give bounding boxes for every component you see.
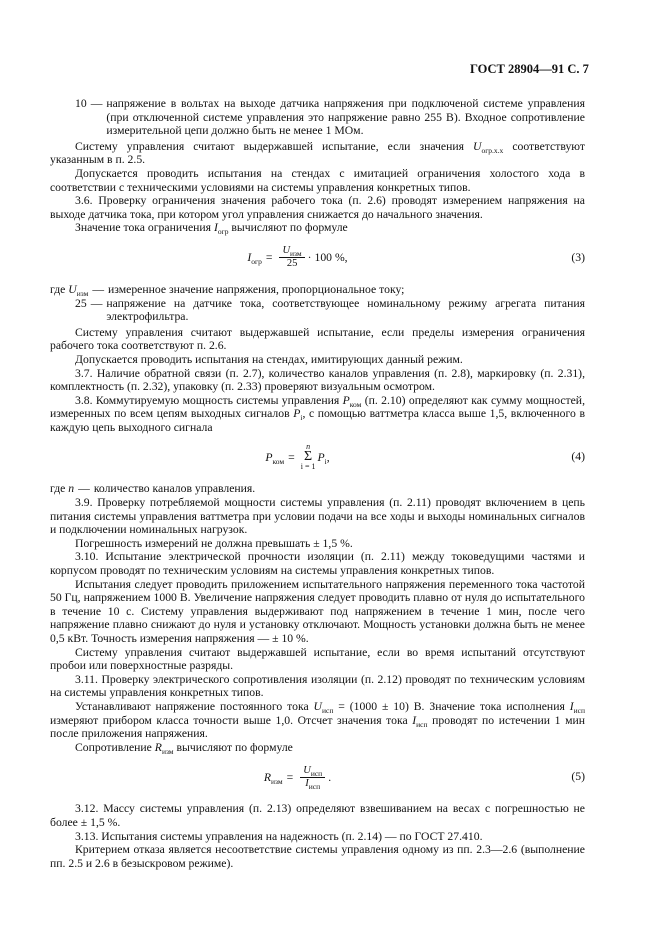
text-run: где: [50, 282, 69, 296]
numerator: [300, 765, 325, 778]
paragraph: 3.10. Испытание электрической прочности изоляции (п. 2.11) между токоведущими частями и корпусом проводят по техническим условиям на системы управления конкретных типов.: [50, 550, 585, 578]
subscript: ком: [349, 399, 362, 409]
subscript: i: [324, 456, 327, 466]
definition-text: напряжение в вольтах на выходе датчика напряжения при подключеной системе управления (при отключенной системе управления это напряжение равно 255 В). Входное сопротивление измерительной цепи должно быть не менее 1 МОм.: [106, 97, 585, 138]
subscript: ком: [272, 456, 285, 466]
formula-body: [50, 757, 545, 797]
equals-sign: =: [288, 450, 295, 464]
subscript: огр: [217, 227, 229, 237]
subscript: исп: [573, 705, 585, 715]
paragraph: Систему управления считают выдержавшей испытание, если во время испытаний отсутствуют пробои или поверхностные разряды.: [50, 645, 585, 673]
subscript: огр.х.х: [481, 145, 504, 155]
text-run: Устанавливают напряжение постоянного тока: [75, 699, 314, 713]
subscript: изм: [271, 776, 283, 786]
subscript: изм: [290, 249, 302, 259]
symbol: U: [313, 699, 322, 713]
summation-sign: [301, 442, 316, 472]
symbol: I: [247, 251, 252, 265]
subscript: исп: [308, 781, 321, 791]
where-dash: —: [90, 296, 103, 310]
formula-tail: .: [328, 770, 332, 784]
paragraph: 3.12. Массу системы управления (п. 2.13) определяют взвешиванием на весах с погрешностью не более ± 1,5 %.: [50, 802, 585, 829]
text-run: (п. 2.10) определяют как сумму мощностей, измеренных по всем цепям выходных сигналов: [50, 393, 585, 421]
where-item: [50, 482, 585, 496]
paragraph: Испытания следует проводить приложением испытательного напряжения переменного тока частотой 50 Гц, напряжением 1000 В. Увеличение напряжения следует проводить плавно от нуля до испытательного в течение 10 с. Систему управления выдерживают под напряжением в течение 1 мин, после чего напряжение плавно снижают до нуля и установку отключают. Мощность установки должна быть не менее 0,5 кВт. Точность измерения напряжения — ± 10 %.: [50, 577, 585, 645]
symbol: U: [282, 245, 291, 257]
subscript: исп: [310, 768, 323, 778]
definition-dash: —: [90, 97, 103, 110]
paragraph: 3.11. Проверку электрического сопротивления изоляции (п. 2.12) проводят по техническим условиям на системы управления конкретных типов.: [50, 672, 585, 700]
where-key: 25: [75, 296, 87, 310]
sum-sigma: Σ: [304, 449, 313, 465]
where-text: измеренное значение напряжения, пропорциональное току;: [108, 282, 405, 296]
formula-number: (4): [571, 450, 585, 464]
sum-lower: i = 1: [300, 462, 316, 472]
subscript: i: [300, 413, 303, 423]
text-run: соответствуют указанным в п. 2.5.: [50, 139, 585, 167]
symbol: I: [412, 713, 417, 727]
text-run: , с помощью ваттметра класса выше 1,5, включенного в каждую цепь выходного сигнала: [50, 407, 585, 434]
symbol: U: [473, 139, 482, 153]
subscript: исп: [416, 719, 428, 729]
text-run: Значение тока ограничения: [75, 221, 214, 235]
subscript: огр: [251, 257, 262, 267]
paragraph: [50, 140, 585, 167]
text-run: вычисляют по формуле: [173, 740, 293, 754]
subscript: исп: [322, 705, 334, 715]
paragraph: [50, 394, 585, 435]
paragraph: Допускается проводить испытания на стендах, имитирующих данный режим.: [75, 352, 463, 366]
symbol: P: [342, 393, 350, 407]
formula-number: (5): [571, 770, 585, 784]
paragraph: 3.13. Испытания системы управления на надежность (п. 2.14) — по ГОСТ 27.410.: [75, 829, 483, 843]
definition-10: [50, 97, 585, 138]
where-text: количество каналов управления.: [93, 482, 256, 496]
page-body: [50, 97, 585, 870]
text-run: проводят по истечении 1 мин после приложения напряжения.: [50, 713, 585, 741]
symbol: I: [305, 777, 309, 789]
symbol: P: [293, 407, 301, 421]
fraction: [300, 765, 325, 790]
subscript: изм: [76, 288, 89, 298]
sum-upper: n: [306, 442, 311, 452]
symbol: I: [569, 699, 574, 713]
page-header: ГОСТ 28904—91 С. 7: [470, 62, 589, 76]
denominator: [302, 778, 323, 790]
symbol: R: [263, 770, 272, 784]
where-item: [50, 297, 585, 324]
symbol: U: [68, 282, 77, 296]
fraction: [279, 245, 304, 270]
where-key: [50, 283, 88, 297]
symbol: n: [68, 482, 75, 496]
paragraph: 3.6. Проверку ограничения значения рабочего тока (п. 2.6) проводят измерением напряжения на выходе датчика тока, при котором угол управления снижается до начального значения.: [50, 194, 585, 221]
definition-key: 10: [75, 97, 87, 110]
paragraph: 3.7. Наличие обратной связи (п. 2.7), количество каналов управления (п. 2.8), маркировку (п. 2.31), комплектность (п. 2.32), упаковку (п. 2.33) проверяют визуальным осмотром.: [50, 366, 585, 394]
paragraph: 3.9. Проверку потребляемой мощности системы управления (п. 2.11) проводят включением в цепь питания системы управления ваттметра при условии подачи на все ходы и выходы номинальных сигналов и подключении номинальных нагрузок.: [50, 496, 585, 537]
equals-sign: =: [265, 251, 273, 265]
where-dash: —: [92, 282, 105, 296]
paragraph: Погрешность измерений не должна превышать ± 1,5 %.: [75, 536, 353, 550]
paragraph: [50, 741, 585, 755]
denominator: 25: [286, 258, 298, 270]
formula-5: [50, 757, 585, 797]
formula-3: [50, 238, 585, 278]
text-run: 3.8. Коммутируемую мощность системы управления: [75, 393, 343, 407]
paragraph: [50, 221, 585, 235]
paragraph: Допускается проводить испытания на стендах с имитацией ограничения холостого хода в соответствии с техническими условиями на системы управления конкретных типов.: [50, 166, 585, 194]
formula-body: [50, 437, 545, 477]
where-item: [50, 283, 585, 297]
text-run: = (1000 ± 10) В. Значение тока исполнения: [333, 699, 570, 713]
symbol: I: [213, 221, 218, 235]
paragraph: Критерием отказа является несоответствие системы управления одному из пп. 2.3—2.6 (выполнение пп. 2.5 и 2.6 в безыскровом режиме).: [50, 843, 585, 870]
paragraph: Систему управления считают выдержавшей испытание, если пределы измерения ограничения рабочего тока соответствуют п. 2.6.: [50, 325, 585, 353]
text-run: измеряют прибором класса точности выше 1,0. Отсчет значения тока: [50, 713, 413, 727]
formula-tail: · 100 %,: [307, 251, 348, 265]
formula-4: [50, 437, 585, 477]
where-text: напряжение на датчике тока, соответствующее номинальному режиму агрегата питания электрофильтра.: [106, 296, 585, 324]
formula-body: [50, 238, 545, 278]
formula-number: (3): [571, 251, 585, 265]
where-dash: —: [78, 482, 90, 496]
symbol: P: [265, 450, 273, 464]
subscript: изм: [161, 746, 174, 756]
where-key: [50, 482, 74, 496]
numerator: [279, 245, 304, 258]
equals-sign: =: [286, 770, 294, 784]
symbol: U: [303, 764, 311, 776]
symbol: P: [317, 450, 325, 464]
text-run: Систему управления считают выдержавшей испытание, если значения: [75, 139, 474, 153]
paragraph: [50, 700, 585, 741]
symbol: R: [154, 740, 162, 754]
text-run: ,: [326, 450, 330, 464]
text-run: вычисляют по формуле: [228, 221, 348, 235]
text-run: где: [50, 482, 69, 496]
text-run: Сопротивление: [75, 740, 155, 754]
